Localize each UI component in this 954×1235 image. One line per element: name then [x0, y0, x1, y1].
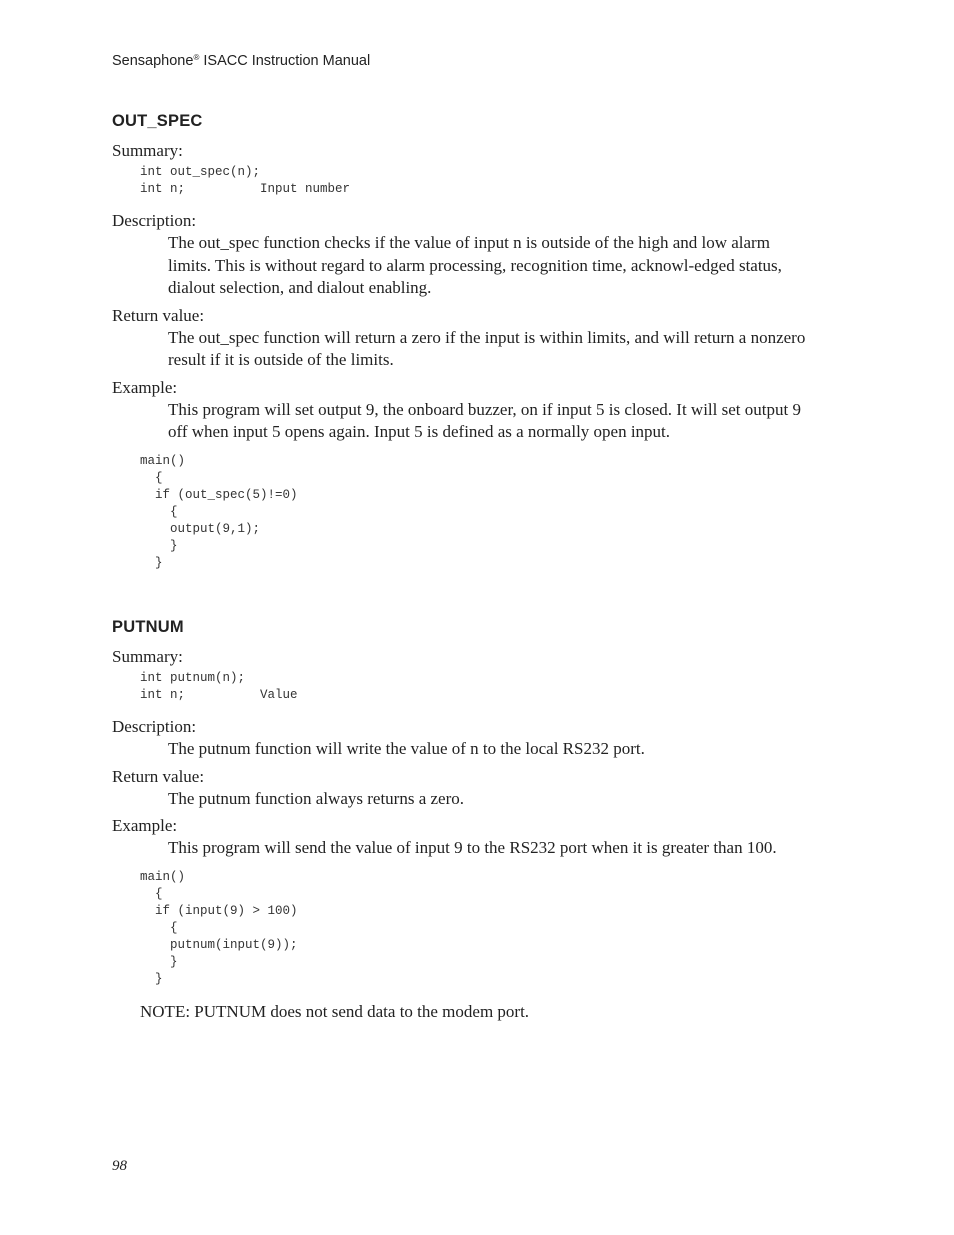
description-label: Description: [112, 211, 197, 230]
summary-label: Summary: [112, 141, 183, 160]
example-label: Example: [112, 816, 178, 835]
summary-code: int out_spec(n); int n; Input number [140, 165, 351, 196]
description-label: Description: [112, 717, 197, 736]
example-label: Example: [112, 377, 178, 397]
registered-mark: ® [193, 53, 200, 62]
section-out-spec [112, 112, 812, 572]
brand-name: Sensaphone [112, 53, 194, 69]
return-value-text: The out_spec function will return a zero if the input is within limits, and will return a nonzero result if it is outside of the limits. [168, 327, 806, 369]
example-text: This program will set output 9, the onboard buzzer, on if input 5 is closed. It will set output 9 off when input 5 opens again. Input 5 is defined as a normally open input. [168, 399, 801, 441]
example-text: This program will send the value of input 9 to the RS232 port when it is greater than 100. [168, 838, 777, 857]
section-title-putnum: PUTNUM [112, 618, 184, 636]
note-text: NOTE: PUTNUM does not send data to the modem port. [140, 1001, 530, 1021]
summary-label: Summary: [112, 647, 183, 666]
running-header [112, 53, 370, 69]
section-title-out-spec: OUT_SPEC [112, 112, 203, 130]
example-code: main() { if (input(9) > 100) { putnum(input(9)); } } [140, 869, 298, 986]
description-text: The putnum function will write the value of n to the local RS232 port. [168, 739, 645, 758]
description-text: The out_spec function checks if the value of input n is outside of the high and low alarm limits. This is without regard to alarm processing, recognition time, acknowl-edged status, dialout selection, and dialout enabling. [168, 233, 782, 297]
section-putnum [112, 618, 812, 1023]
summary-code: int putnum(n); int n; Value [140, 671, 298, 702]
page-number: 98 [112, 1158, 127, 1174]
example-code: main() { if (out_spec(5)!=0) { output(9,1); } } [140, 453, 298, 570]
manual-title: ISACC Instruction Manual [199, 53, 371, 69]
return-value-label: Return value: [112, 766, 205, 786]
return-value-label: Return value: [112, 305, 205, 325]
return-value-text: The putnum function always returns a zero. [168, 788, 464, 808]
